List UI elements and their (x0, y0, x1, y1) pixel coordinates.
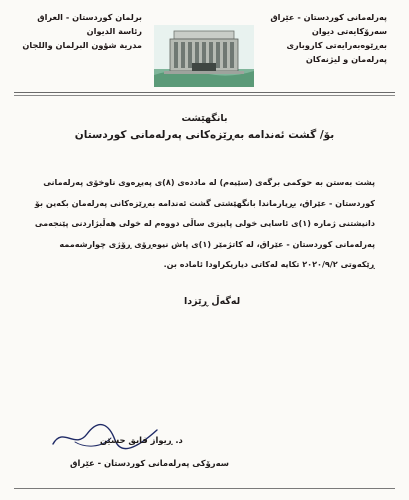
closing-regards: لەگەڵ ڕێزدا (184, 296, 241, 307)
body-line: کوردستان - عێراق، بڕیارماندا بانگهێشتی گشت ئەندامە بەڕێزەکانی پەرلەمان بکەین بۆ (34, 197, 375, 208)
header-kurdish-line: پەرلەمان و لیژنەکان (305, 54, 387, 64)
header-kurdish-line: سەرۆکایەتی دیوان (311, 26, 387, 36)
header-kurdish-line: پەرلەمانی کوردستان - عێراق (270, 12, 387, 22)
header-arabic-line: رئاسة الديوان (86, 26, 142, 36)
header-arabic-line: برلمان كوردستان - العراق (37, 12, 142, 22)
signatory-name: د. ڕیواز فایق حسێن (100, 435, 183, 445)
header-kurdish (262, 10, 387, 66)
body-line: دانیشتنی ژمارە (١)ی ئاسایی خولی پاییزی ساڵی دووەم لە خولی هەڵبژاردنی پێنجەمی (34, 218, 375, 229)
body-line: ڕێکەوتی ٢٠٢٠/٩/٢ تکایە لەکاتی دیاریکراودا ئامادە بن. (163, 259, 375, 270)
header-divider (14, 92, 395, 93)
header-arabic (22, 10, 142, 52)
signatory-title: سەرۆکی پەرلەمانی کوردستان - عێراق (70, 458, 229, 468)
header-divider-thin (14, 95, 395, 96)
body-line: پشت بەستن بە حوکمی برگەی (سێیەم) لە ماددەی (٨)ی پەیڕەوی ناوخۆی پەرلەمانی (43, 177, 375, 187)
document-recipient: بۆ/ گشت ئەندامە بەڕێزەکانی پەرلەمانی کوردستان (74, 129, 335, 141)
header-arabic-line: مدرية شؤون البرلمان واللجان (22, 40, 142, 50)
header-kurdish-line: بەڕێوەبەرایەتی کاروباری (286, 40, 387, 50)
document-body (30, 172, 375, 275)
parliament-building-logo (154, 25, 254, 87)
body-line: پەرلەمانی کوردستان - عێراق، لە کاتژمێر (١)ی پاش نیوەڕۆی ڕۆژی چوارشەممە (59, 238, 375, 249)
document-title: بانگهێشت (181, 113, 228, 124)
footer-divider (14, 488, 395, 489)
